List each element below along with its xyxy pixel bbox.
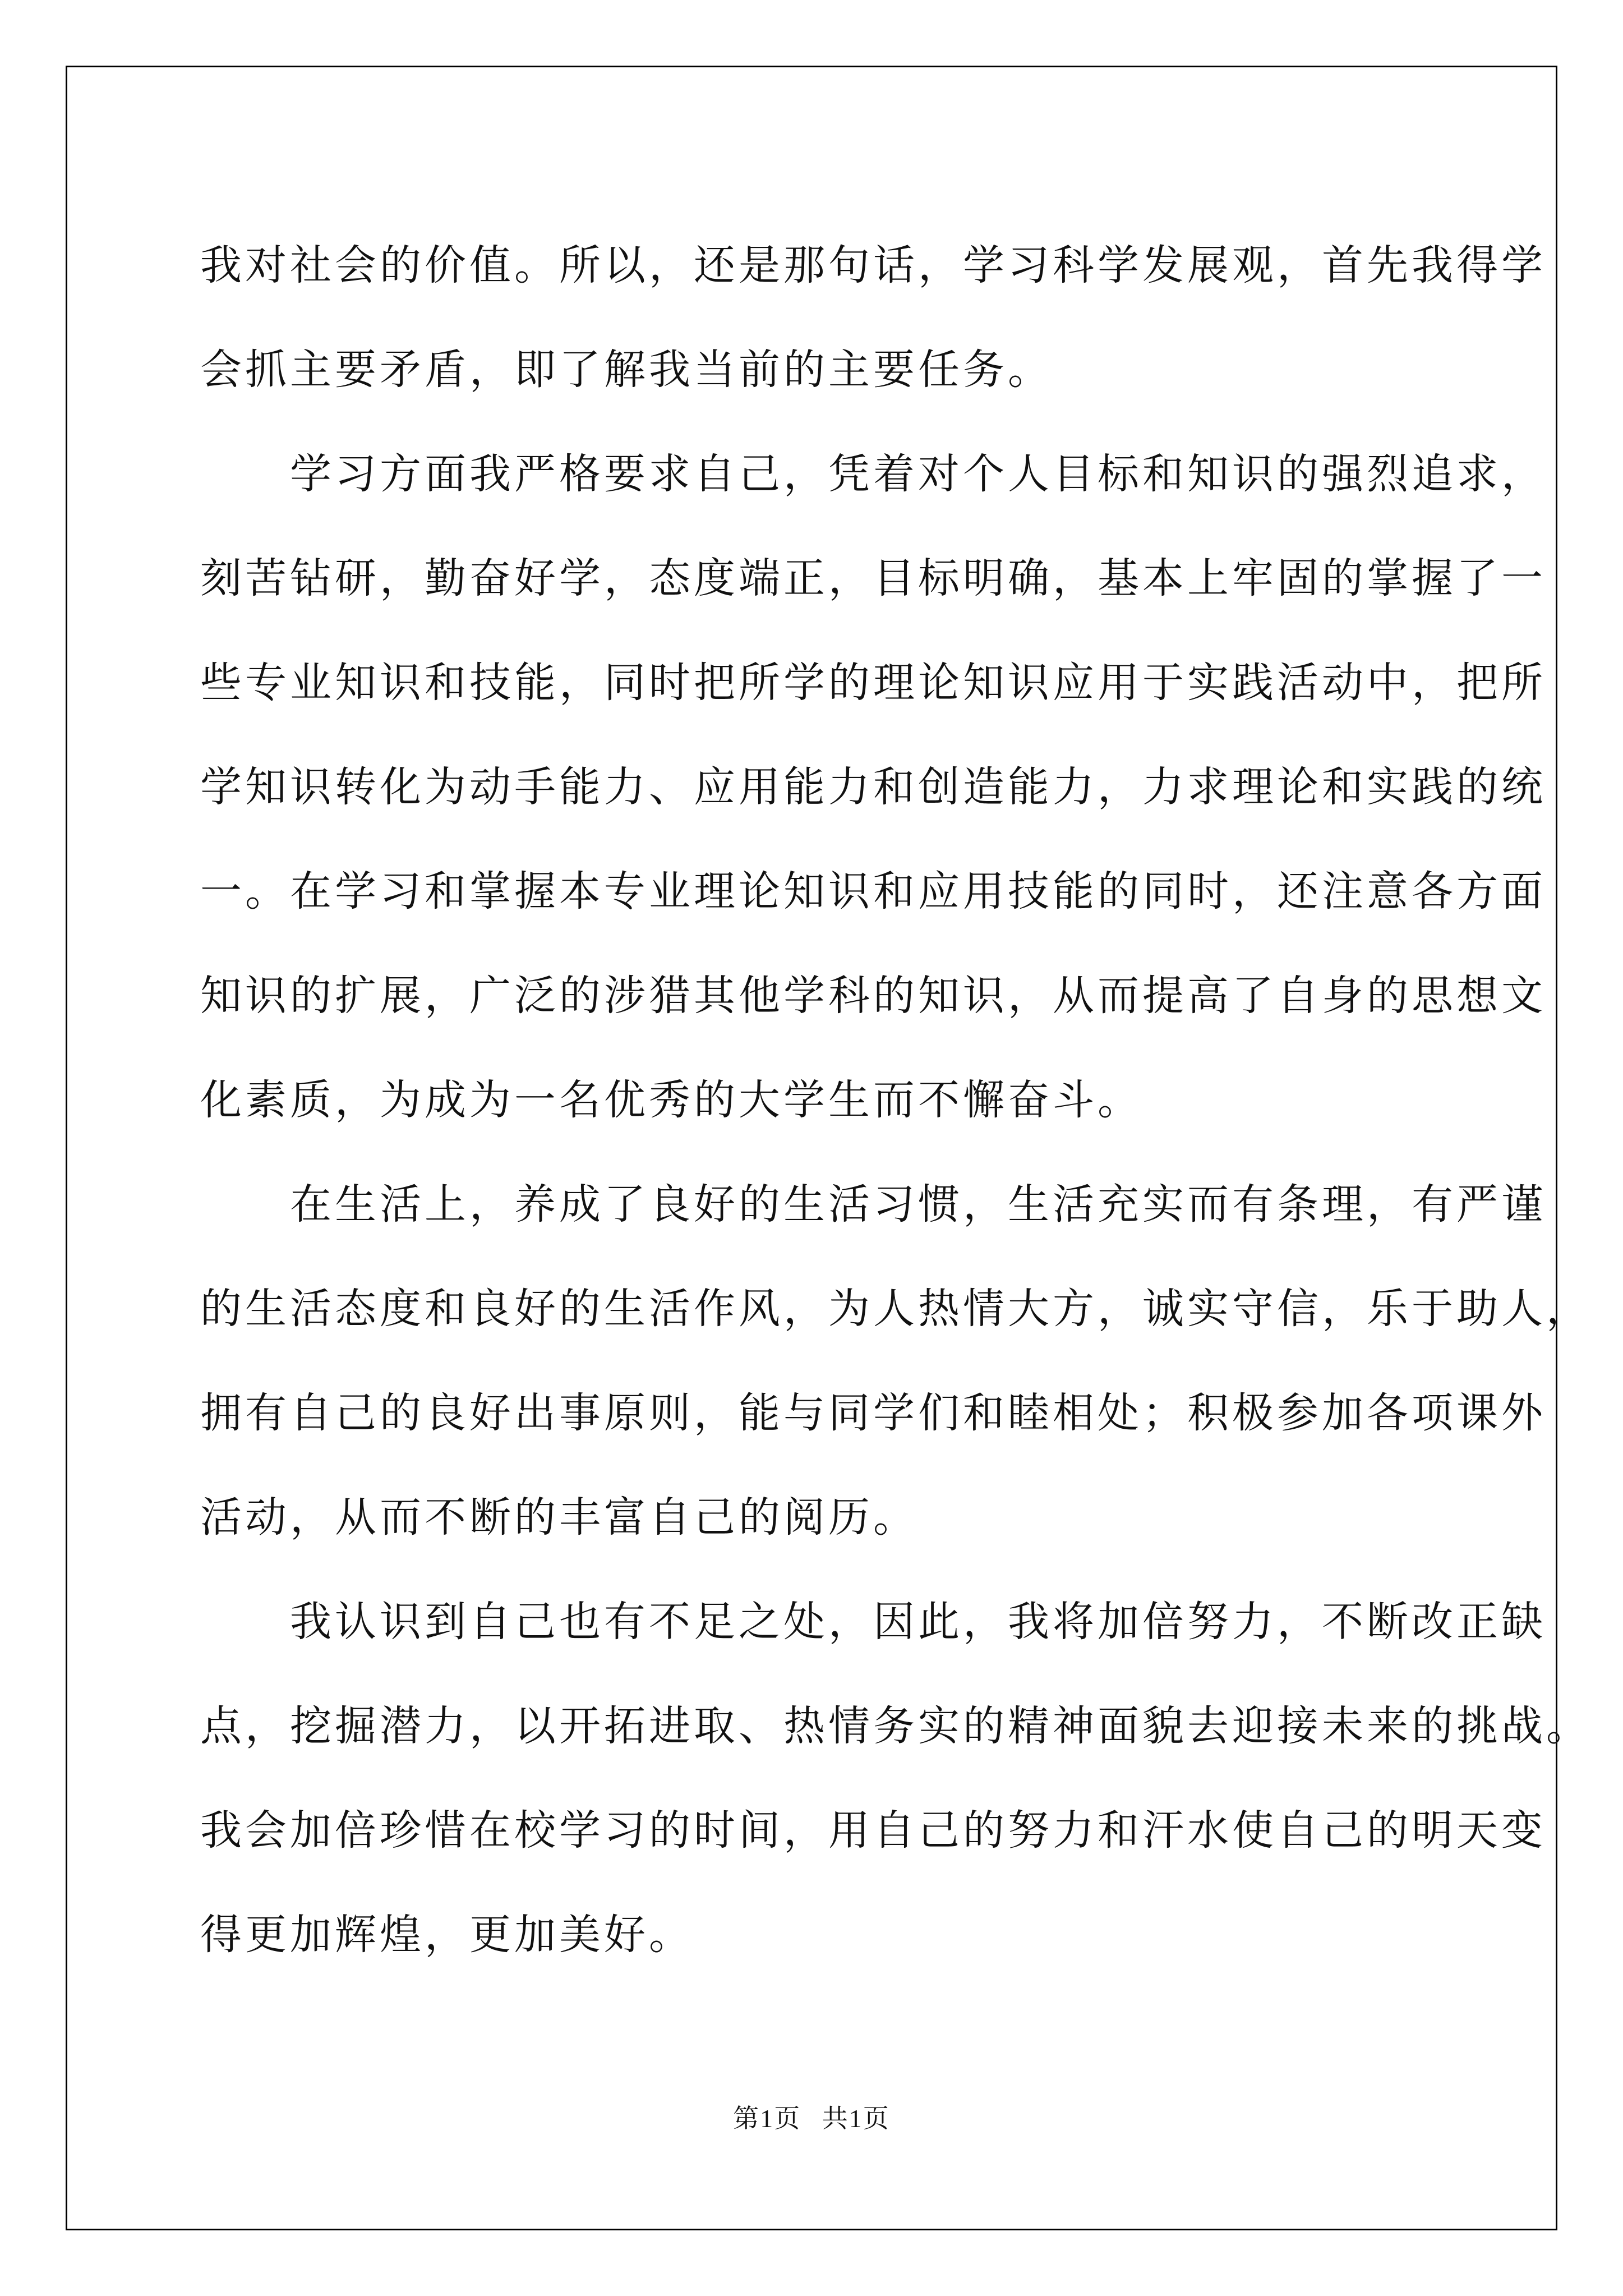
page-footer [0,2098,1623,2135]
text-line: 些专业知识和技能，同时把所学的理论知识应用于实践活动中，把所 [200,659,1546,707]
text-line: 拥有自己的良好出事原则，能与同学们和睦相处；积极参加各项课外 [200,1389,1546,1437]
text-line: 活动，从而不断的丰富自己的阅历。 [200,1493,918,1542]
text-line: 一。在学习和掌握本专业理论知识和应用技能的同时，还注意各方面 [200,867,1546,915]
text-line: 刻苦钻研，勤奋好学，态度端正，目标明确，基本上牢固的掌握了一 [200,554,1546,602]
text-line: 我认识到自己也有不足之处，因此，我将加倍努力，不断改正缺 [200,1598,1546,1646]
text-line: 的生活态度和良好的生活作风，为人热情大方，诚实守信，乐于助人， [200,1285,1591,1333]
page-number: 第1页 [733,2104,801,2133]
text-line: 点，挖掘潜力，以开拓进取、热情务实的精神面貌去迎接未来的挑战。 [200,1702,1591,1750]
text-line: 学习方面我严格要求自己，凭着对个人目标和知识的强烈追求， [200,450,1546,498]
document-body [200,213,1591,1987]
text-line: 知识的扩展，广泛的涉猎其他学科的知识，从而提高了自身的思想文 [200,972,1546,1020]
text-line: 学知识转化为动手能力、应用能力和创造能力，力求理论和实践的统 [200,763,1546,811]
text-line: 会抓主要矛盾，即了解我当前的主要任务。 [200,346,1053,394]
page-total: 共1页 [822,2104,890,2133]
text-line: 得更加辉煌，更加美好。 [200,1911,694,1959]
text-line: 我会加倍珍惜在校学习的时间，用自己的努力和汗水使自己的明天变 [200,1806,1546,1855]
text-line: 在生活上，养成了良好的生活习惯，生活充实而有条理，有严谨 [200,1180,1546,1228]
text-line: 化素质，为成为一名优秀的大学生而不懈奋斗。 [200,1076,1142,1124]
text-line: 我对社会的价值。所以，还是那句话，学习科学发展观，首先我得学 [200,241,1546,289]
